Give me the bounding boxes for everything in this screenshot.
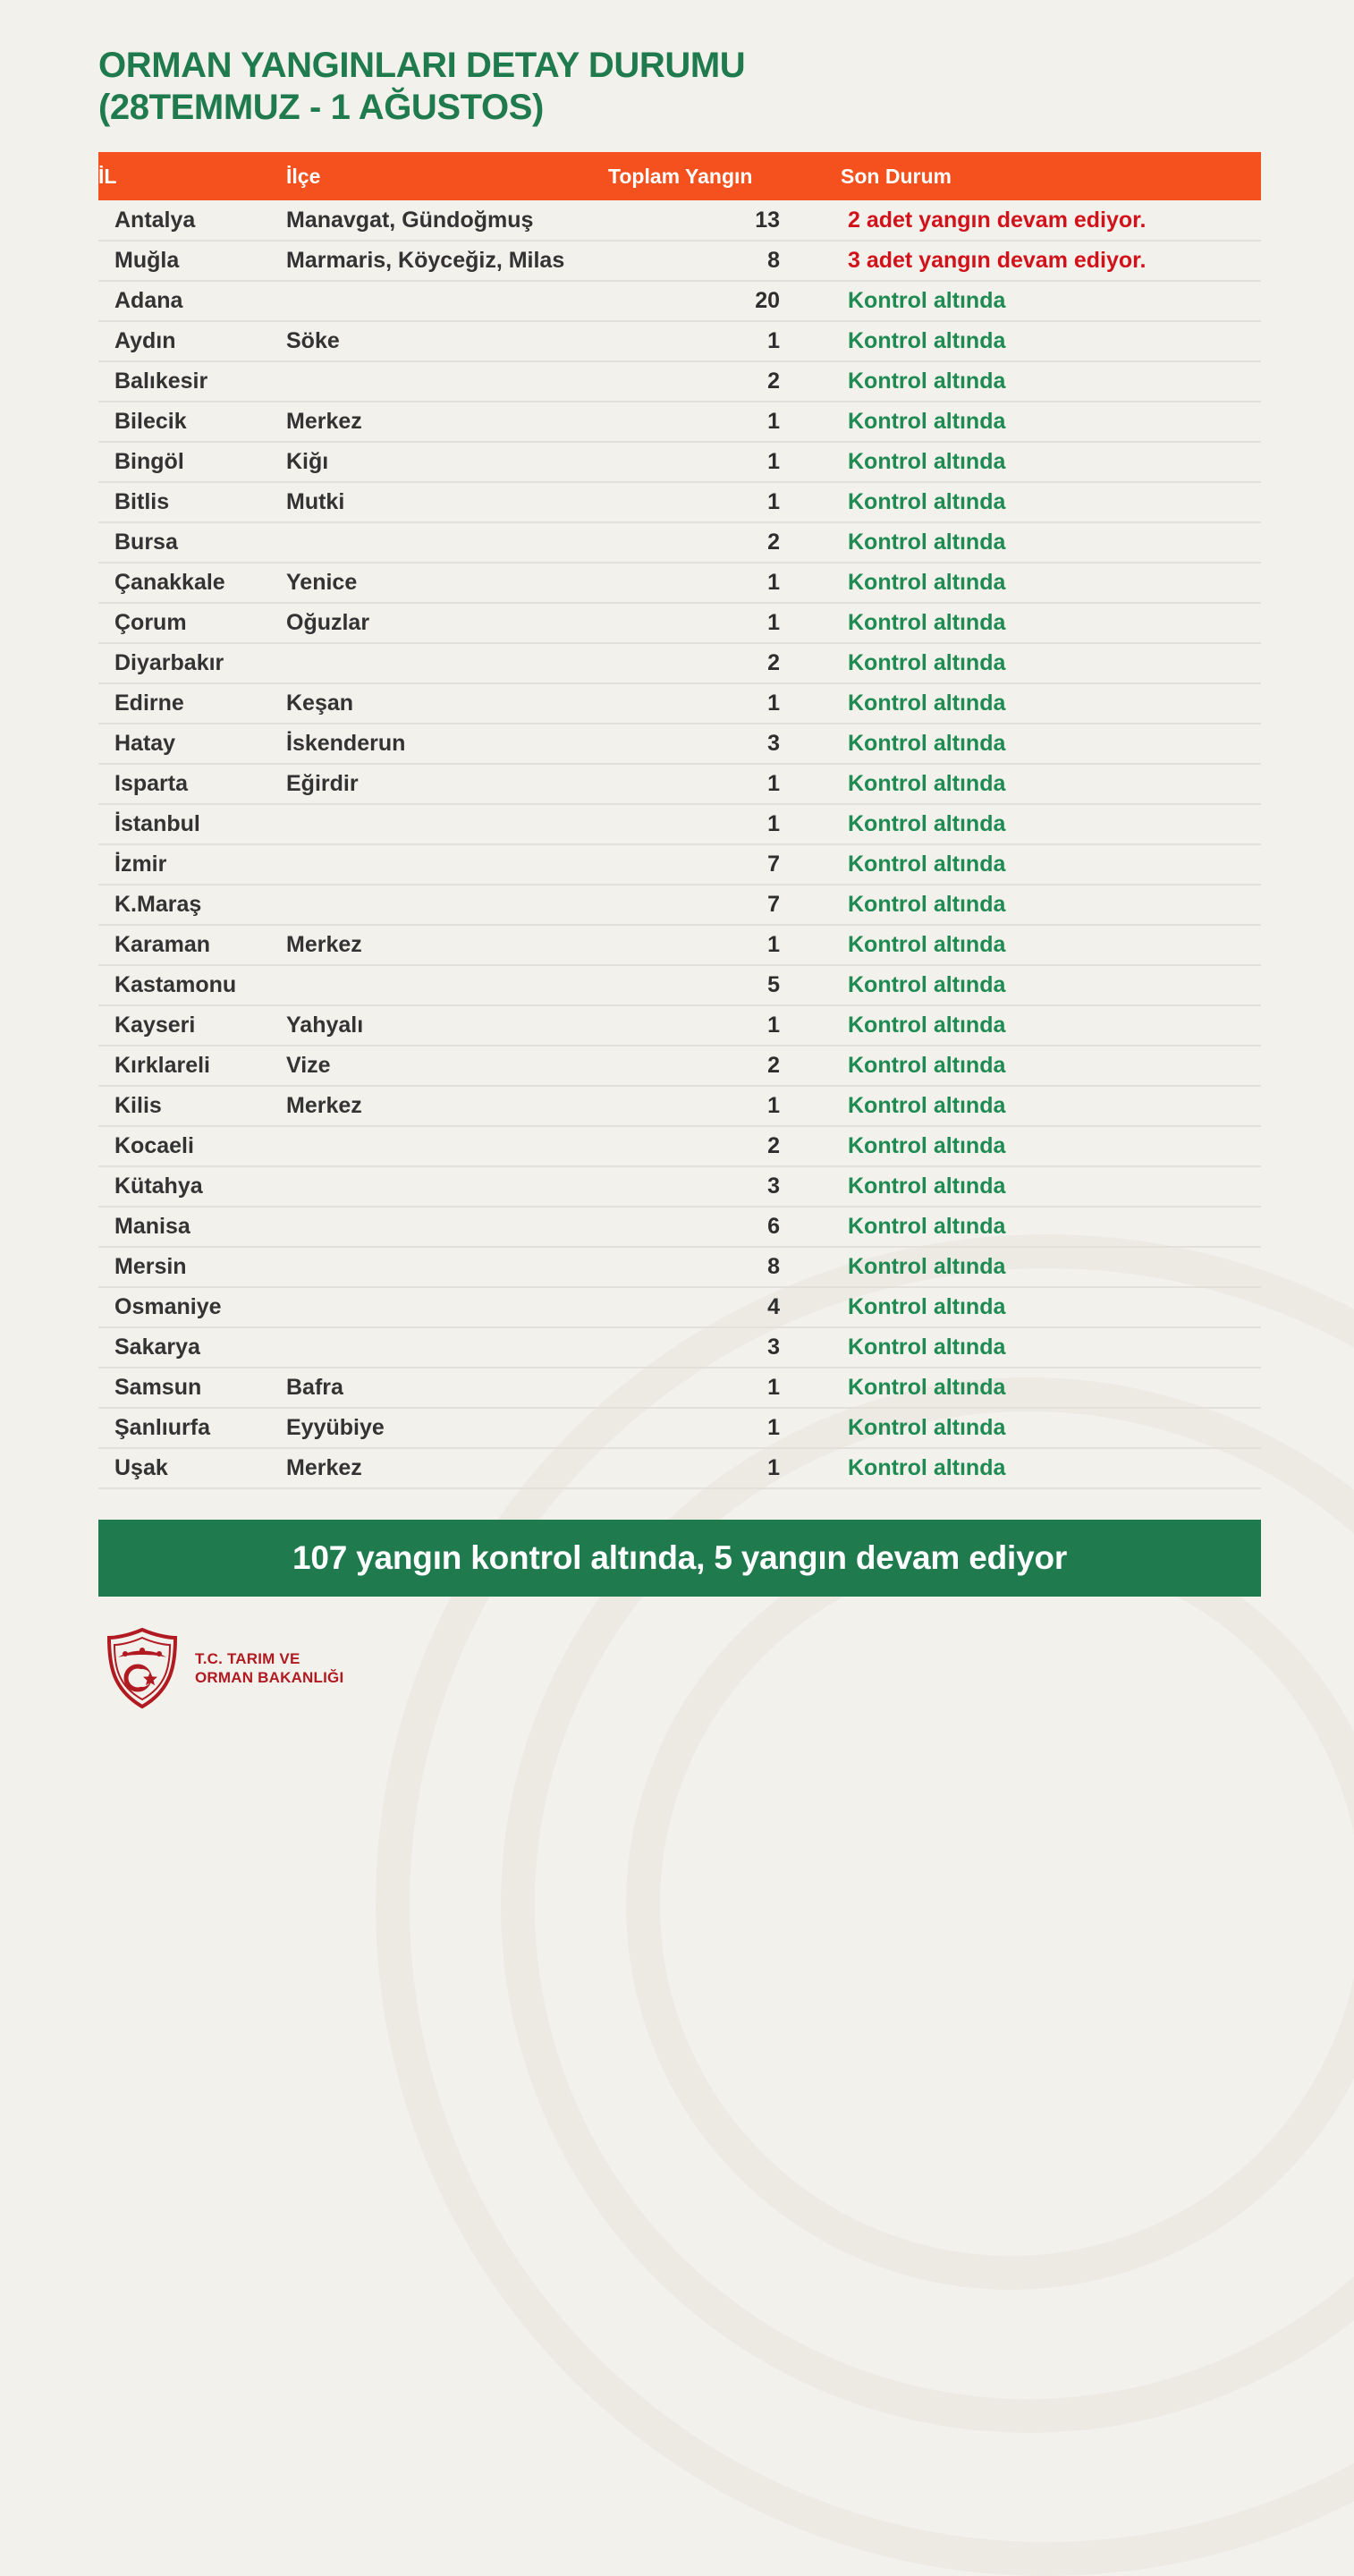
cell-province: Çorum (98, 603, 286, 643)
cell-status: Kontrol altında (841, 603, 1261, 643)
cell-status: Kontrol altında (841, 1207, 1261, 1247)
cell-status: Kontrol altında (841, 482, 1261, 522)
cell-total-fires: 1 (608, 1448, 841, 1488)
cell-province: Sakarya (98, 1327, 286, 1368)
cell-district: Oğuzlar (286, 603, 608, 643)
table-row (98, 603, 1261, 643)
cell-total-fires: 1 (608, 482, 841, 522)
cell-total-fires: 2 (608, 522, 841, 563)
cell-district (286, 361, 608, 402)
cell-status: Kontrol altında (841, 643, 1261, 683)
cell-province: Manisa (98, 1207, 286, 1247)
cell-total-fires: 1 (608, 442, 841, 482)
cell-total-fires: 1 (608, 1086, 841, 1126)
cell-district: Merkez (286, 1086, 608, 1126)
table-row (98, 1126, 1261, 1166)
cell-status: Kontrol altında (841, 724, 1261, 764)
table-row (98, 281, 1261, 321)
cell-district (286, 643, 608, 683)
cell-district: Yenice (286, 563, 608, 603)
cell-status: Kontrol altında (841, 764, 1261, 804)
cell-district (286, 965, 608, 1005)
cell-total-fires: 2 (608, 643, 841, 683)
cell-province: Adana (98, 281, 286, 321)
cell-district: Eğirdir (286, 764, 608, 804)
cell-province: Bitlis (98, 482, 286, 522)
table-row (98, 683, 1261, 724)
table-row (98, 844, 1261, 885)
cell-province: K.Maraş (98, 885, 286, 925)
table-header (98, 152, 1261, 200)
cell-total-fires: 3 (608, 724, 841, 764)
ministry-name-line1: T.C. TARIM VE (195, 1650, 300, 1668)
cell-status: Kontrol altında (841, 1086, 1261, 1126)
cell-status: Kontrol altında (841, 522, 1261, 563)
cell-province: Bingöl (98, 442, 286, 482)
cell-province: Uşak (98, 1448, 286, 1488)
cell-district: Eyyübiye (286, 1408, 608, 1448)
cell-status: Kontrol altında (841, 1327, 1261, 1368)
table-header-row (98, 152, 1261, 200)
cell-province: Kayseri (98, 1005, 286, 1046)
cell-status: Kontrol altında (841, 1448, 1261, 1488)
cell-total-fires: 2 (608, 1126, 841, 1166)
cell-province: Muğla (98, 241, 286, 281)
table-row (98, 241, 1261, 281)
cell-district: İskenderun (286, 724, 608, 764)
cell-province: Kütahya (98, 1166, 286, 1207)
table-row (98, 361, 1261, 402)
cell-total-fires: 8 (608, 241, 841, 281)
cell-district: Marmaris, Köyceğiz, Milas (286, 241, 608, 281)
cell-status: Kontrol altında (841, 683, 1261, 724)
cell-total-fires: 1 (608, 1368, 841, 1408)
cell-province: Isparta (98, 764, 286, 804)
cell-total-fires: 1 (608, 321, 841, 361)
cell-province: Edirne (98, 683, 286, 724)
cell-total-fires: 8 (608, 1247, 841, 1287)
cell-status: Kontrol altında (841, 885, 1261, 925)
cell-status: Kontrol altında (841, 1005, 1261, 1046)
table-row (98, 1247, 1261, 1287)
cell-district: Manavgat, Gündoğmuş (286, 200, 608, 241)
cell-district: Bafra (286, 1368, 608, 1408)
cell-district (286, 885, 608, 925)
cell-district: Söke (286, 321, 608, 361)
page-title-line2: (28TEMMUZ - 1 AĞUSTOS) (98, 88, 544, 128)
cell-status: Kontrol altında (841, 281, 1261, 321)
cell-province: Kırklareli (98, 1046, 286, 1086)
cell-status: Kontrol altında (841, 965, 1261, 1005)
cell-province: Diyarbakır (98, 643, 286, 683)
table-row (98, 1005, 1261, 1046)
cell-status: Kontrol altında (841, 563, 1261, 603)
cell-status: Kontrol altında (841, 804, 1261, 844)
cell-total-fires: 1 (608, 764, 841, 804)
table-row (98, 724, 1261, 764)
column-header-total-fires: Toplam Yangın (608, 152, 841, 200)
cell-status: Kontrol altında (841, 844, 1261, 885)
table-row (98, 482, 1261, 522)
cell-district (286, 1207, 608, 1247)
table-row (98, 563, 1261, 603)
cell-total-fires: 1 (608, 563, 841, 603)
cell-status: Kontrol altında (841, 402, 1261, 442)
table-row (98, 925, 1261, 965)
cell-total-fires: 1 (608, 804, 841, 844)
summary-banner: 107 yangın kontrol altında, 5 yangın devam ediyor (98, 1520, 1261, 1597)
cell-total-fires: 3 (608, 1327, 841, 1368)
cell-province: Osmaniye (98, 1287, 286, 1327)
cell-district: Vize (286, 1046, 608, 1086)
cell-province: Hatay (98, 724, 286, 764)
cell-status: Kontrol altında (841, 321, 1261, 361)
column-header-province: İL (98, 152, 286, 200)
cell-status: Kontrol altında (841, 1368, 1261, 1408)
cell-status: Kontrol altında (841, 1408, 1261, 1448)
cell-total-fires: 1 (608, 683, 841, 724)
cell-district: Mutki (286, 482, 608, 522)
cell-total-fires: 6 (608, 1207, 841, 1247)
table-row (98, 764, 1261, 804)
cell-province: Antalya (98, 200, 286, 241)
cell-district: Merkez (286, 402, 608, 442)
cell-status: Kontrol altında (841, 1126, 1261, 1166)
cell-total-fires: 7 (608, 885, 841, 925)
ministry-name-line2: ORMAN BAKANLIĞI (195, 1669, 344, 1687)
cell-total-fires: 2 (608, 1046, 841, 1086)
fires-table (98, 152, 1261, 1489)
cell-district: Merkez (286, 1448, 608, 1488)
cell-province: Samsun (98, 1368, 286, 1408)
cell-district: Merkez (286, 925, 608, 965)
cell-district (286, 522, 608, 563)
cell-total-fires: 3 (608, 1166, 841, 1207)
cell-total-fires: 1 (608, 402, 841, 442)
cell-district (286, 1247, 608, 1287)
table-row (98, 1448, 1261, 1488)
cell-total-fires: 13 (608, 200, 841, 241)
cell-district (286, 1166, 608, 1207)
cell-district (286, 281, 608, 321)
cell-district (286, 1327, 608, 1368)
column-header-latest-status: Son Durum (841, 152, 1261, 200)
cell-province: İstanbul (98, 804, 286, 844)
cell-province: Aydın (98, 321, 286, 361)
table-row (98, 1287, 1261, 1327)
table-row (98, 402, 1261, 442)
cell-province: Karaman (98, 925, 286, 965)
cell-district (286, 844, 608, 885)
cell-district: Keşan (286, 683, 608, 724)
cell-total-fires: 1 (608, 925, 841, 965)
table-row (98, 200, 1261, 241)
cell-status: Kontrol altında (841, 925, 1261, 965)
cell-province: Mersin (98, 1247, 286, 1287)
cell-province: Bilecik (98, 402, 286, 442)
cell-province: İzmir (98, 844, 286, 885)
cell-province: Balıkesir (98, 361, 286, 402)
cell-status: 2 adet yangın devam ediyor. (841, 200, 1261, 241)
cell-district (286, 1126, 608, 1166)
cell-province: Şanlıurfa (98, 1408, 286, 1448)
cell-province: Çanakkale (98, 563, 286, 603)
cell-status: 3 adet yangın devam ediyor. (841, 241, 1261, 281)
cell-status: Kontrol altında (841, 442, 1261, 482)
table-row (98, 1327, 1261, 1368)
page-title (98, 45, 1302, 129)
table-row (98, 1046, 1261, 1086)
turkish-ministry-crest-icon (104, 1627, 181, 1709)
table-row (98, 1368, 1261, 1408)
table-row (98, 804, 1261, 844)
table-row (98, 522, 1261, 563)
table-row (98, 643, 1261, 683)
table-row (98, 885, 1261, 925)
footer (98, 1627, 1302, 1709)
column-header-district: İlçe (286, 152, 608, 200)
cell-status: Kontrol altında (841, 361, 1261, 402)
table-row (98, 442, 1261, 482)
table-row (98, 1408, 1261, 1448)
cell-total-fires: 20 (608, 281, 841, 321)
cell-status: Kontrol altında (841, 1287, 1261, 1327)
table-body (98, 200, 1261, 1488)
cell-district: Yahyalı (286, 1005, 608, 1046)
cell-district (286, 804, 608, 844)
cell-total-fires: 1 (608, 1408, 841, 1448)
cell-status: Kontrol altında (841, 1166, 1261, 1207)
cell-total-fires: 4 (608, 1287, 841, 1327)
table-row (98, 1086, 1261, 1126)
table-row (98, 321, 1261, 361)
cell-total-fires: 2 (608, 361, 841, 402)
table-row (98, 965, 1261, 1005)
cell-province: Kastamonu (98, 965, 286, 1005)
ministry-name (195, 1649, 343, 1688)
cell-total-fires: 1 (608, 603, 841, 643)
cell-province: Kilis (98, 1086, 286, 1126)
cell-province: Bursa (98, 522, 286, 563)
cell-total-fires: 7 (608, 844, 841, 885)
table-row (98, 1166, 1261, 1207)
cell-district: Kiğı (286, 442, 608, 482)
table-row (98, 1207, 1261, 1247)
cell-total-fires: 1 (608, 1005, 841, 1046)
cell-status: Kontrol altında (841, 1247, 1261, 1287)
cell-district (286, 1287, 608, 1327)
cell-total-fires: 5 (608, 965, 841, 1005)
cell-province: Kocaeli (98, 1126, 286, 1166)
cell-status: Kontrol altında (841, 1046, 1261, 1086)
page-title-line1: ORMAN YANGINLARI DETAY DURUMU (98, 46, 746, 85)
